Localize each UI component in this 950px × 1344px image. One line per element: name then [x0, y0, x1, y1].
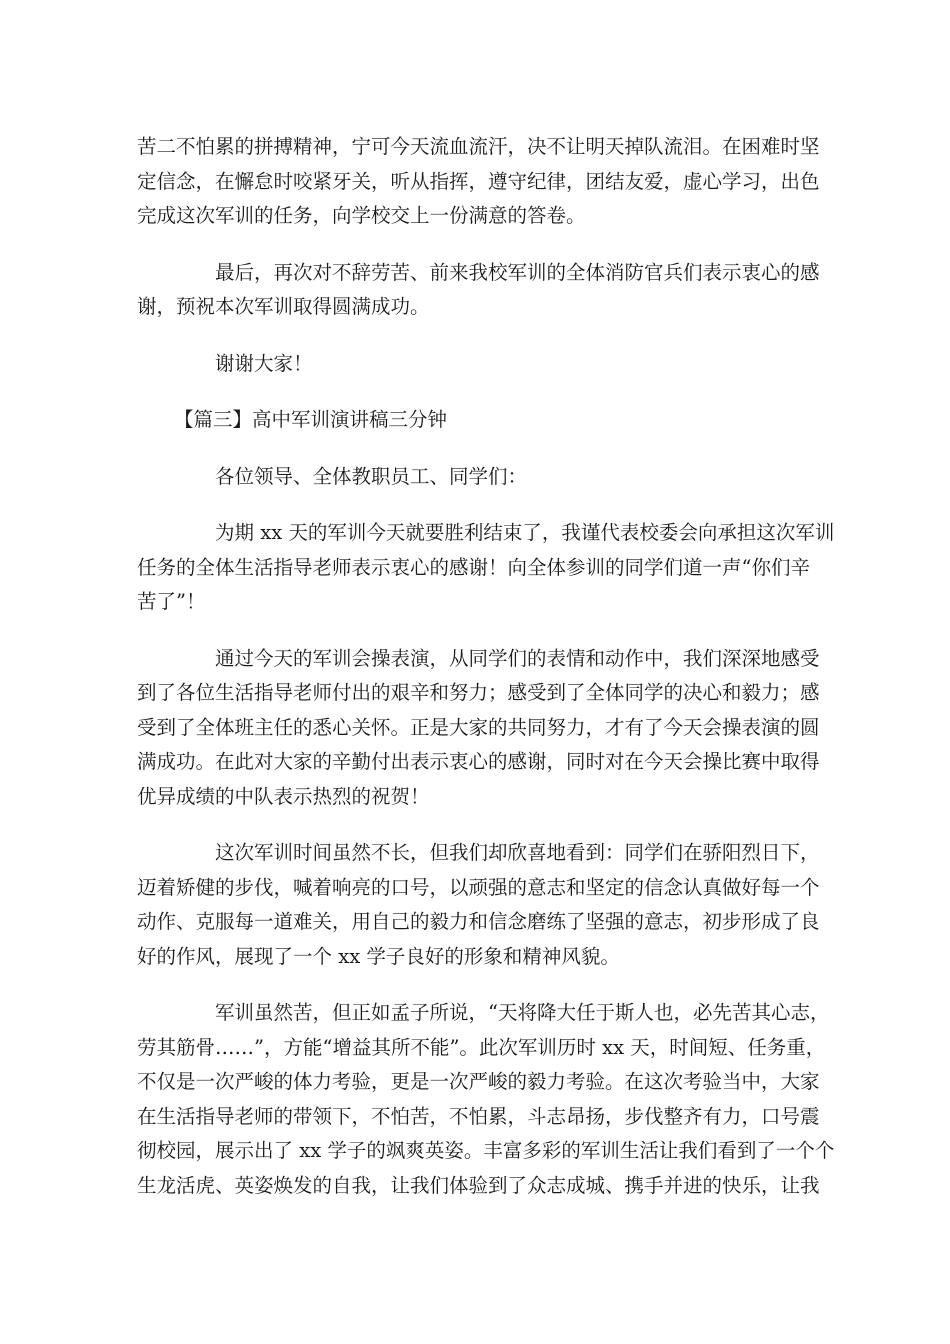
text-line: 好的作风，展现了一个 xx 学子良好的形象和精神风貌。 [137, 944, 620, 968]
text-line: 定信念，在懈怠时咬紧牙关，听从指挥，遵守纪律，团结友爱，虚心学习，出色 [137, 169, 820, 193]
section-heading: 【篇三】高中军训演讲稿三分钟 [174, 408, 448, 431]
text-line: 苦二不怕累的拼搏精神，宁可今天流血流汗，决不让明天掉队流泪。在困难时坚 [137, 135, 820, 158]
text-line: 优异成绩的中队表示热烈的祝贺！ [137, 784, 430, 808]
text-line: 不仅是一次严峻的体力考验，更是一次严峻的毅力考验。在这次考验当中，大家 [137, 1070, 820, 1093]
paragraph-salutation [137, 460, 827, 495]
text-line: 苦了”！ [137, 590, 206, 613]
paragraph-performance [137, 642, 827, 815]
paragraph-training-review [137, 836, 827, 974]
paragraph-continuation [137, 130, 827, 234]
text-line: 为期 xx 天的军训今天就要胜利结束了，我谨代表校委会向承担这次军训 [215, 521, 835, 544]
text-line: 各位领导、全体教职员工、同学们： [215, 464, 528, 488]
text-line: 谢，预祝本次军训取得圆满成功。 [137, 295, 430, 318]
text-line: 通过今天的军训会操表演，从同学们的表情和动作中，我们深深地感受 [215, 646, 820, 670]
text-line: 劳其筋骨……”，方能“增益其所不能”。此次军训历时 xx 天，时间短、任务重， [137, 1035, 826, 1059]
text-line: 彻校园，展示出了 xx 学子的飒爽英姿。丰富多彩的军训生活让我们看到了一个个 [137, 1139, 835, 1162]
text-line: 到了各位生活指导老师付出的艰辛和努力；感受到了全体同学的决心和毅力；感 [137, 681, 820, 704]
text-line: 满成功。在此对大家的辛勤付出表示衷心的感谢，同时对在今天会操比赛中取得 [137, 750, 820, 773]
paragraph-closing-thanks [137, 256, 827, 325]
text-line: 军训虽然苦，但正如孟子所说，“天将降大任于斯人也，必先苦其心志， [215, 1001, 830, 1024]
text-line: 任务的全体生活指导老师表示衷心的感谢！向全体参训的同学们道一声“你们辛 [137, 555, 810, 579]
text-line: 迈着矫健的步伐，喊着响亮的口号，以顽强的意志和坚定的信念认真做好每一个 [137, 875, 820, 899]
paragraph-mencius-quote [137, 996, 835, 1203]
text-line: 动作、克服每一道难关，用自己的毅力和信念磨练了坚强的意志，初步形成了良 [137, 910, 820, 933]
text-line: 完成这次军训的任务，向学校交上一份满意的答卷。 [137, 204, 586, 227]
paragraph-thank-you [137, 347, 827, 382]
text-line: 受到了全体班主任的悉心关怀。正是大家的共同努力，才有了今天会操表演的圆 [137, 715, 820, 739]
text-line: 在生活指导老师的带领下，不怕苦，不怕累，斗志昂扬，步伐整齐有力，口号震 [137, 1104, 820, 1128]
text-line: 最后，再次对不辞劳苦、前来我校军训的全体消防官兵们表示衷心的感 [215, 260, 820, 284]
document-body [137, 130, 835, 1225]
text-line: 生龙活虎、英姿焕发的自我，让我们体验到了众志成城、携手并进的快乐，让我 [137, 1173, 820, 1197]
paragraph-opening [137, 516, 835, 620]
text-line: 这次军训时间虽然不长，但我们却欣喜地看到：同学们在骄阳烈日下， [215, 841, 820, 864]
text-line: 谢谢大家！ [215, 351, 313, 375]
